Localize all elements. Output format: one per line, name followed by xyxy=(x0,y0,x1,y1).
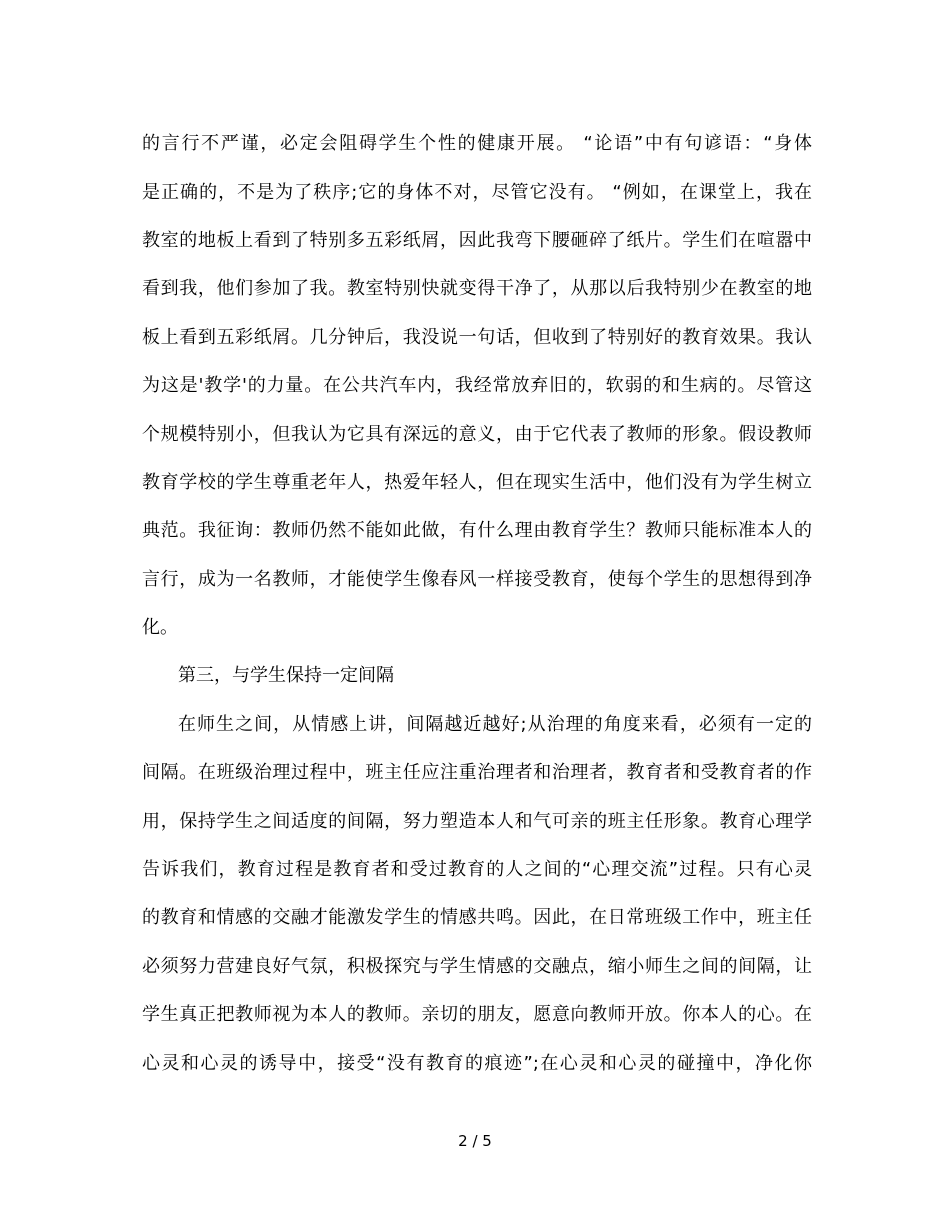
text-line: 必须努力营建良好气氛，积极探究与学生情感的交融点，缩小师生之间的间隔，让 xyxy=(142,956,812,977)
text-line: 化。 xyxy=(142,617,178,638)
text-line: 用，保持学生之间适度的间隔，努力塑造本人和气可亲的班主任形象。教育心理学 xyxy=(142,811,812,832)
text-line: 典范。我征询：教师仍然不能如此做，有什么理由教育学生？教师只能标准本人的 xyxy=(142,520,812,541)
text-line: 在师生之间，从情感上讲，间隔越近越好;从治理的角度来看，必须有一定的 xyxy=(178,714,812,735)
text-line: 是正确的，不是为了秩序;它的身体不对，尽管它没有。 “例如，在课堂上，我在 xyxy=(142,182,812,203)
text-line: 学生真正把教师视为本人的教师。亲切的朋友，愿意向教师开放。你本人的心。在 xyxy=(142,1004,812,1025)
text-line: 的教育和情感的交融才能激发学生的情感共鸣。因此，在日常班级工作中，班主任 xyxy=(142,907,812,928)
text-line: 为这是'教学'的力量。在公共汽车内，我经常放弃旧的，软弱的和生病的。尽管这 xyxy=(142,375,812,396)
text-line: 心灵和心灵的诱导中，接受“没有教育的痕迹”;在心灵和心灵的碰撞中，净化你 xyxy=(142,1053,812,1074)
section-heading: 第三，与学生保持一定间隔 xyxy=(178,665,394,686)
text-line: 个规模特别小，但我认为它具有深远的意义，由于它代表了教师的形象。假设教师 xyxy=(142,424,812,445)
text-line: 言行，成为一名教师，才能使学生像春风一样接受教育，使每个学生的思想得到净 xyxy=(142,569,812,590)
text-line: 告诉我们，教育过程是教育者和受过教育的人之间的“心理交流”过程。只有心灵 xyxy=(142,859,812,880)
text-line: 的言行不严谨，必定会阻碍学生个性的健康开展。 “论语”中有句谚语：“身体 xyxy=(142,133,812,154)
text-line: 板上看到五彩纸屑。几分钟后，我没说一句话，但收到了特别好的教育效果。我认 xyxy=(142,327,812,348)
text-line: 教育学校的学生尊重老年人，热爱年轻人，但在现实生活中，他们没有为学生树立 xyxy=(142,472,812,493)
text-line: 看到我，他们参加了我。教室特别快就变得干净了，从那以后我特别少在教室的地 xyxy=(142,278,812,299)
text-line: 间隔。在班级治理过程中，班主任应注重治理者和治理者，教育者和受教育者的作 xyxy=(142,762,812,783)
page-number: 2 / 5 xyxy=(458,1132,492,1150)
text-line: 教室的地板上看到了特别多五彩纸屑，因此我弯下腰砸碎了纸片。学生们在喧嚣中 xyxy=(142,230,812,251)
